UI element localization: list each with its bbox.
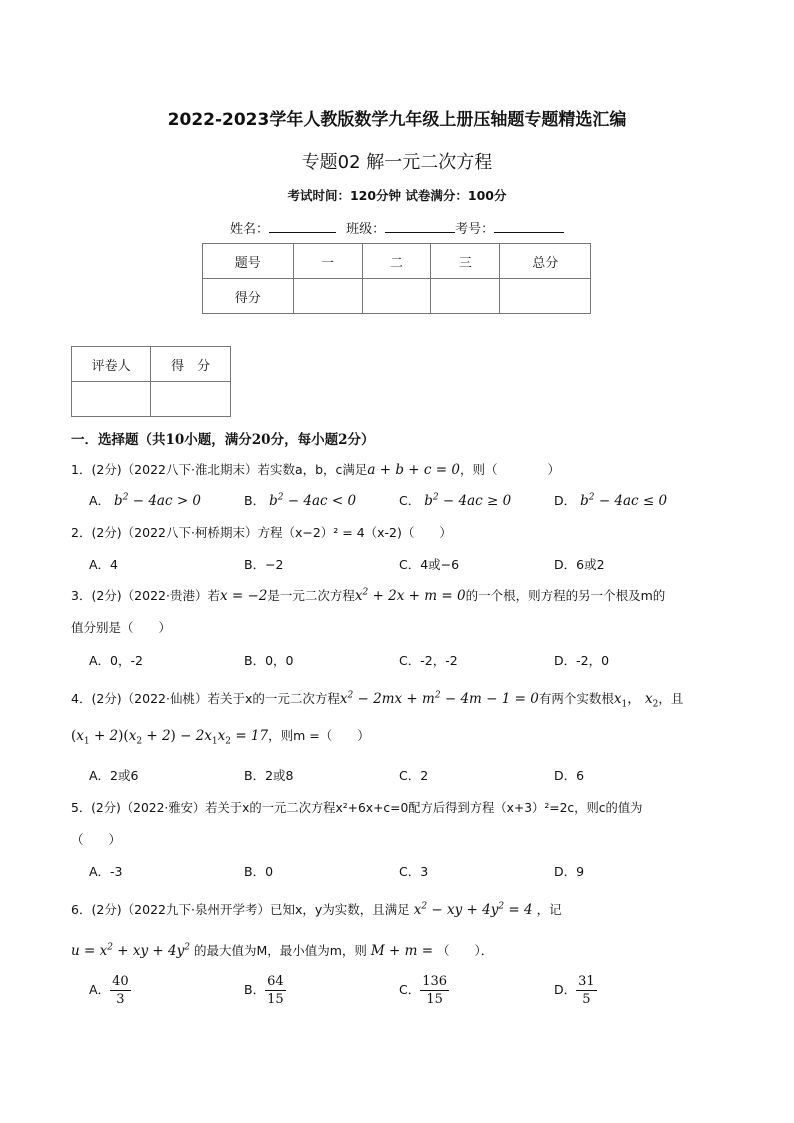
q6-option-a-fraction: $\frac{40}{3}$: [112, 974, 129, 1007]
question-1: [71, 460, 560, 478]
class-field[interactable]: [385, 219, 455, 233]
q2-option-a[interactable]: A．4: [89, 557, 119, 572]
q1-option-a[interactable]: A． $b^2 - 4ac > 0$: [89, 492, 202, 509]
q3-option-a[interactable]: A．0，-2: [89, 653, 143, 668]
score-cell-part1[interactable]: [293, 279, 362, 314]
question-4-line2: $(x_1 + 2)(x_2 + 2) - 2x_1x_2 = 17$，则m =（ ）: [71, 728, 370, 747]
q4-option-b[interactable]: B．2或8: [244, 768, 294, 783]
q2-option-c[interactable]: C．4或−6: [399, 557, 460, 572]
question-6-stem: 6．(2分)（2022九下·泉州开学考）已知x，y为实数，且满足: [71, 902, 410, 917]
q3-option-d[interactable]: D．-2，0: [554, 653, 610, 668]
question-3-stem: 3．(2分)（2022·贵港）若: [71, 588, 220, 603]
score-row-label: 得分: [203, 279, 294, 314]
q1-option-a-math: $b^2 - 4ac > 0$: [114, 492, 202, 509]
q1-option-d-math: $b^2 - 4ac \le 0$: [580, 492, 668, 509]
q3-option-c[interactable]: C．-2，-2: [399, 653, 458, 668]
q6-option-d-fraction: $\frac{31}{5}$: [578, 974, 595, 1007]
class-label: 班级：: [346, 222, 386, 237]
question-6: 6．(2分)（2022九下·泉州开学考）已知x，y为实数，且满足 $x^2$ − xy + $4y^2 = 4$ ，记: [71, 901, 562, 918]
document-subtitle: 专题02 解一元二次方程: [301, 152, 493, 173]
exam-info: 考试时间：120分钟 试卷满分：100分: [287, 188, 507, 203]
q6-option-b[interactable]: B． $\frac{64}{15}$: [244, 974, 284, 1007]
question-3-math-2: $x^2 + 2x + m = 0$: [354, 587, 466, 604]
q1-option-c-math: $b^2 - 4ac \ge 0$: [424, 492, 512, 509]
grader-header: 评卷人: [72, 347, 151, 382]
question-1-stem-end: ，则（ ）: [459, 462, 560, 477]
q6-option-d[interactable]: D． $\frac{31}{5}$: [554, 974, 595, 1007]
q1-option-c[interactable]: C． $b^2 - 4ac \ge 0$: [399, 492, 512, 509]
name-label: 姓名：: [230, 222, 270, 237]
question-4-math-1: $x^2 - 2mx + m^2 - 4m - 1 = 0$: [339, 690, 539, 707]
q6-option-c-fraction: $\frac{136}{15}$: [422, 974, 448, 1007]
q3-option-b[interactable]: B．0，0: [244, 653, 294, 668]
question-1-math: a + b + c = 0: [367, 462, 460, 478]
question-3-stem-line2: 值分别是（ ）: [71, 620, 172, 635]
q4-option-c[interactable]: C．2: [399, 768, 429, 783]
score-header-part2: 二: [362, 244, 431, 279]
grader-cell[interactable]: [72, 382, 151, 417]
q6-option-a[interactable]: A． $\frac{40}{3}$: [89, 974, 129, 1007]
question-6-math-2: $u = x^2$ + xy + $4y^2$: [71, 942, 190, 959]
question-6-math-3: M + m =: [370, 943, 434, 959]
document-title: 2022-2023学年人教版数学九年级上册压轴题专题精选汇编: [167, 110, 627, 130]
q1-option-b-math: $b^2 - 4ac < 0$: [269, 492, 357, 509]
q2-option-b[interactable]: B．−2: [244, 557, 284, 572]
id-field[interactable]: [494, 219, 564, 233]
q5-option-c[interactable]: C．3: [399, 864, 429, 879]
q4-option-a[interactable]: A．2或6: [89, 768, 139, 783]
q5-option-b[interactable]: B．0: [244, 864, 274, 879]
q1-option-d[interactable]: D． $b^2 - 4ac \le 0$: [554, 492, 668, 509]
grader-score-header: 得 分: [151, 347, 231, 382]
q5-option-a[interactable]: A．-3: [89, 864, 123, 879]
score-cell-total[interactable]: [500, 279, 591, 314]
score-cell-part3[interactable]: [431, 279, 500, 314]
score-cell-part2[interactable]: [362, 279, 431, 314]
name-field[interactable]: [269, 219, 336, 233]
score-table: [202, 243, 591, 314]
q4-option-d[interactable]: D．6: [554, 768, 585, 783]
question-4-math-3: $(x_1 + 2)(x_2 + 2) - 2x_1x_2 = 17$: [71, 728, 269, 747]
q6-option-b-fraction: $\frac{64}{15}$: [267, 974, 284, 1007]
q1-option-b[interactable]: B． $b^2 - 4ac < 0$: [244, 492, 357, 509]
q5-option-d[interactable]: D．9: [554, 864, 585, 879]
student-info-row: [230, 218, 564, 237]
question-4-stem: 4．(2分)（2022·仙桃）若关于x的一元二次方程: [71, 691, 340, 706]
question-1-stem: 1．(2分)（2022八下·淮北期末）若实数a，b，c满足: [71, 462, 368, 477]
grader-table: [71, 346, 231, 417]
section-heading: 一．选择题（共10小题，满分20分，每小题2分）: [71, 432, 375, 448]
score-header-part3: 三: [431, 244, 500, 279]
question-3-math-1: x = −2: [219, 588, 268, 604]
question-6-math-1: $x^2$ − xy + $4y^2 = 4$: [413, 901, 533, 918]
question-6-line2: $u = x^2$ + xy + $4y^2$ 的最大值为M，最小值为m，则 M + m = （ ）．: [71, 942, 494, 959]
question-5-stem-line2: （ ）: [71, 832, 122, 847]
question-2-stem: 2．(2分)（2022八下·柯桥期末）方程（x−2）² = 4（x-2)（ ）: [71, 525, 452, 540]
score-header-total: 总分: [500, 244, 591, 279]
question-3: 3．(2分)（2022·贵港）若x = −2是一元二次方程$x^2 + 2x + m = 0$的一个根，则方程的另一个根及m的: [71, 587, 666, 604]
question-4: 4．(2分)（2022·仙桃）若关于x的一元二次方程$x^2 - 2mx + m^2 - 4m - 1 = 0$有两个实数根$x_1$， $x_2$，且: [71, 690, 684, 710]
question-4-math-2: $x_1$， $x_2$: [613, 691, 659, 710]
question-5-stem: 5．(2分)（2022·雅安）若关于x的一元二次方程x²+6x+c=0配方后得到方程（x+3）²=2c，则c的值为: [71, 801, 643, 815]
id-label: 考号：: [455, 222, 495, 237]
q2-option-d[interactable]: D．6或2: [554, 557, 605, 572]
grader-score-cell[interactable]: [151, 382, 231, 417]
score-header-number: 题号: [203, 244, 294, 279]
q6-option-c[interactable]: C． $\frac{136}{15}$: [399, 974, 448, 1007]
score-header-part1: 一: [293, 244, 362, 279]
